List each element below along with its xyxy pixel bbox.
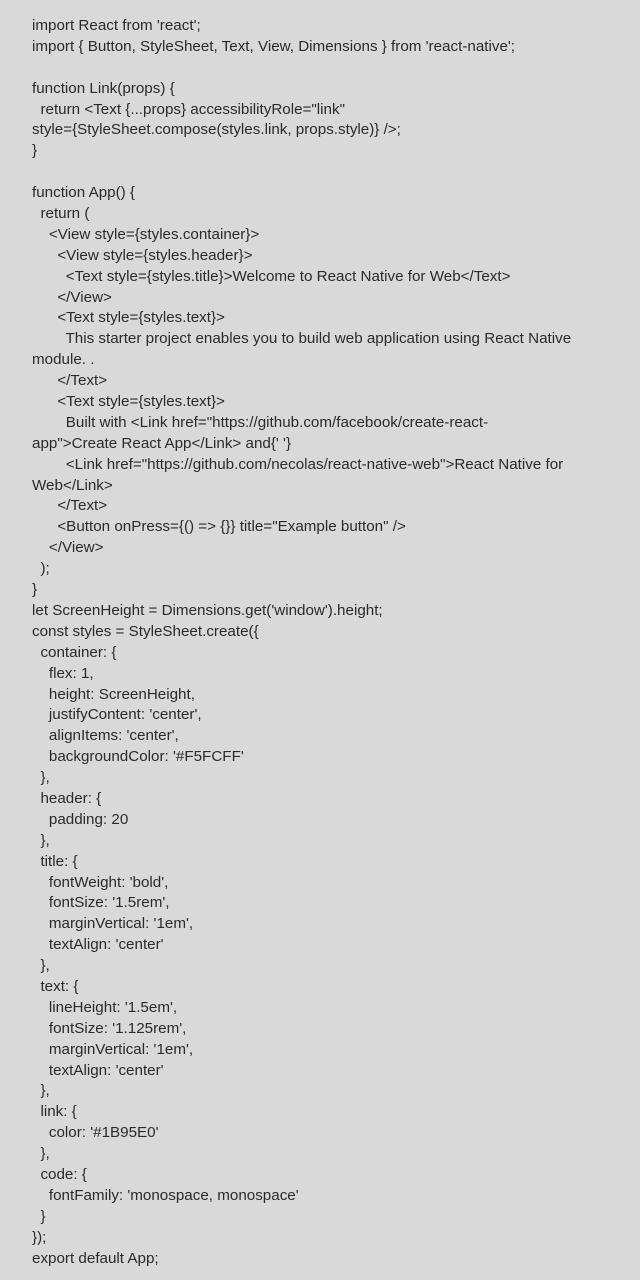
code-line: backgroundColor: '#F5FCFF' [32, 748, 244, 766]
code-line: app">Create React App</Link> and{' '} [32, 434, 292, 452]
code-line: }, [32, 957, 50, 975]
code-line: container: { [32, 643, 117, 661]
code-line [32, 58, 620, 79]
code-line: </View> [32, 288, 112, 306]
code-line: header: { [32, 789, 102, 807]
code-line: code: { [32, 1165, 87, 1183]
code-line: }, [32, 1082, 50, 1100]
code-line: } [32, 581, 38, 599]
code-line: justifyContent: 'center', [32, 706, 202, 724]
code-line: </Text> [32, 497, 108, 515]
code-line: ); [32, 560, 50, 578]
code-line: let ScreenHeight = Dimensions.get('window').height; [32, 601, 383, 619]
code-line: marginVertical: '1em', [32, 1040, 194, 1058]
code-line: <Text style={styles.title}>Welcome to React Native for Web</Text> [32, 267, 511, 285]
code-line: module. . [32, 351, 95, 369]
code-line: }, [32, 769, 50, 787]
code-line: style={StyleSheet.compose(styles.link, props.style)} />; [32, 121, 401, 139]
code-line: </Text> [32, 372, 108, 390]
code-line: padding: 20 [32, 810, 129, 828]
code-line: color: '#1B95E0' [32, 1124, 159, 1142]
code-line: alignItems: 'center', [32, 727, 179, 745]
code-line: import { Button, StyleSheet, Text, View, Dimensions } from 'react-native'; [32, 37, 516, 55]
code-line: } [32, 142, 38, 160]
code-line: fontWeight: 'bold', [32, 873, 169, 891]
code-line: fontSize: '1.5rem', [32, 894, 170, 912]
code-line: text: { [32, 977, 79, 995]
code-line: link: { [32, 1103, 77, 1121]
code-line: }, [32, 831, 50, 849]
code-line: lineHeight: '1.5em', [32, 998, 178, 1016]
code-line: fontFamily: 'monospace, monospace' [32, 1186, 299, 1204]
code-line: function App() { [32, 184, 136, 202]
code-line: export default App; [32, 1249, 159, 1267]
code-line [32, 162, 620, 183]
code-line: <Text style={styles.text}> [32, 309, 225, 327]
code-line: }, [32, 1145, 50, 1163]
code-line: <View style={styles.container}> [32, 225, 260, 243]
code-line: marginVertical: '1em', [32, 915, 194, 933]
code-line: } [32, 1207, 46, 1225]
code-line: <View style={styles.header}> [32, 246, 253, 264]
code-line: <Button onPress={() => {}} title="Example button" /> [32, 518, 406, 536]
code-line: flex: 1, [32, 664, 94, 682]
code-line: <Link href="https://github.com/necolas/react-native-web">React Native for [32, 455, 564, 473]
code-line: textAlign: 'center' [32, 1061, 164, 1079]
code-line: </View> [32, 539, 104, 557]
code-line: fontSize: '1.125rem', [32, 1019, 187, 1037]
code-line: }); [32, 1228, 47, 1246]
code-line: const styles = StyleSheet.create({ [32, 622, 259, 640]
code-line: import React from 'react'; [32, 17, 201, 34]
code-line: Built with <Link href="https://github.com/facebook/create-react- [32, 413, 489, 431]
code-line: function Link(props) { [32, 79, 175, 97]
code-line: <Text style={styles.text}> [32, 393, 225, 411]
code-line: return <Text {...props} accessibilityRole="link" [32, 100, 345, 118]
code-line: return ( [32, 205, 90, 223]
code-line: height: ScreenHeight, [32, 685, 195, 703]
code-line: Web</Link> [32, 476, 113, 494]
code-line: title: { [32, 852, 78, 870]
code-line: textAlign: 'center' [32, 936, 164, 954]
code-line: This starter project enables you to build web application using React Native [32, 330, 572, 348]
